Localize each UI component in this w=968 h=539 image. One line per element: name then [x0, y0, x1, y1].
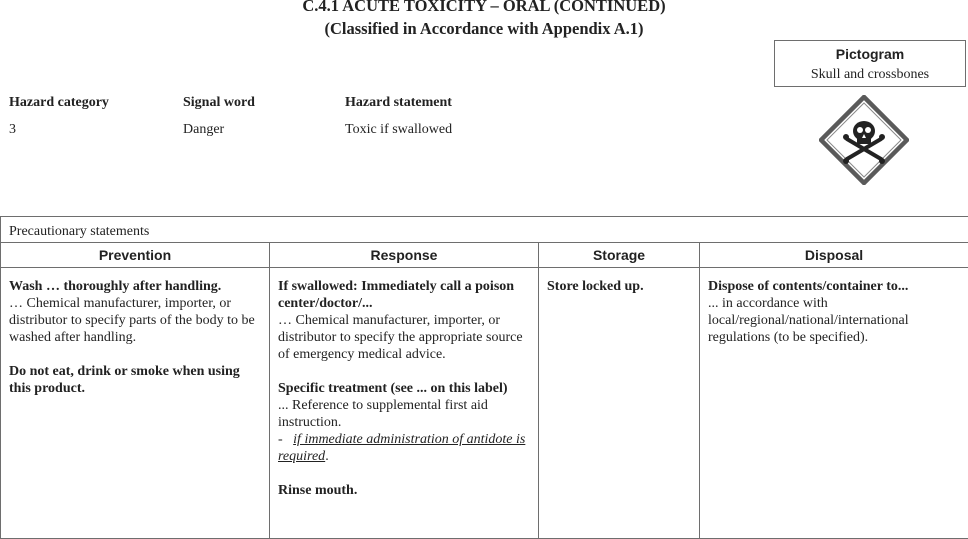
skull-and-crossbones-icon [819, 95, 909, 185]
response-note-1: … Chemical manufacturer, importer, or distributor to specify the appropriate source of emergency medical advice. [278, 312, 530, 363]
disposal-statement-1: Dispose of contents/container to... [708, 278, 960, 295]
hazard-statement-label: Hazard statement [345, 94, 452, 111]
response-condition-dash: - [278, 432, 283, 447]
column-header-response: Response [270, 243, 539, 268]
prevention-statement-1: Wash … thoroughly after handling. [9, 278, 261, 295]
prevention-note-1: … Chemical manufacturer, importer, or distributor to specify parts of the body to be washed after handling. [9, 295, 261, 346]
response-statement-2: Specific treatment (see ... on this label) [278, 380, 530, 397]
prevention-statement-2: Do not eat, drink or smoke when using this product. [9, 363, 261, 397]
pictogram-heading: Pictogram [775, 46, 965, 63]
prevention-cell [1, 268, 270, 539]
precautionary-caption: Precautionary statements [1, 217, 968, 243]
response-condition-period: . [325, 449, 329, 464]
page-title: C.4.1 ACUTE TOXICITY – ORAL (CONTINUED) [0, 0, 968, 14]
pictogram-value: Skull and crossbones [775, 66, 965, 83]
page-subtitle: (Classified in Accordance with Appendix A.1) [0, 20, 968, 37]
hazard-category-value: 3 [9, 121, 16, 138]
disposal-cell [700, 268, 968, 539]
column-header-prevention: Prevention [1, 243, 270, 268]
column-header-disposal: Disposal [700, 243, 968, 268]
response-cell [270, 268, 539, 539]
hazard-statement-value: Toxic if swallowed [345, 121, 452, 138]
hazard-category-label: Hazard category [9, 94, 109, 111]
pictogram-box [774, 40, 966, 87]
response-statement-3: Rinse mouth. [278, 482, 530, 499]
precautionary-table [0, 216, 968, 539]
disposal-note-1: ... in accordance with local/regional/national/international regulations (to be specified). [708, 295, 960, 346]
signal-word-value: Danger [183, 121, 224, 138]
signal-word-label: Signal word [183, 94, 255, 111]
response-note-2: ... Reference to supplemental first aid instruction. [278, 397, 530, 431]
response-condition-text: if immediate administration of antidote is required [278, 432, 525, 464]
storage-statement-1: Store locked up. [547, 278, 691, 295]
response-condition [278, 431, 530, 465]
column-header-storage: Storage [539, 243, 700, 268]
response-statement-1: If swallowed: Immediately call a poison center/doctor/... [278, 278, 530, 312]
storage-cell [539, 268, 700, 539]
